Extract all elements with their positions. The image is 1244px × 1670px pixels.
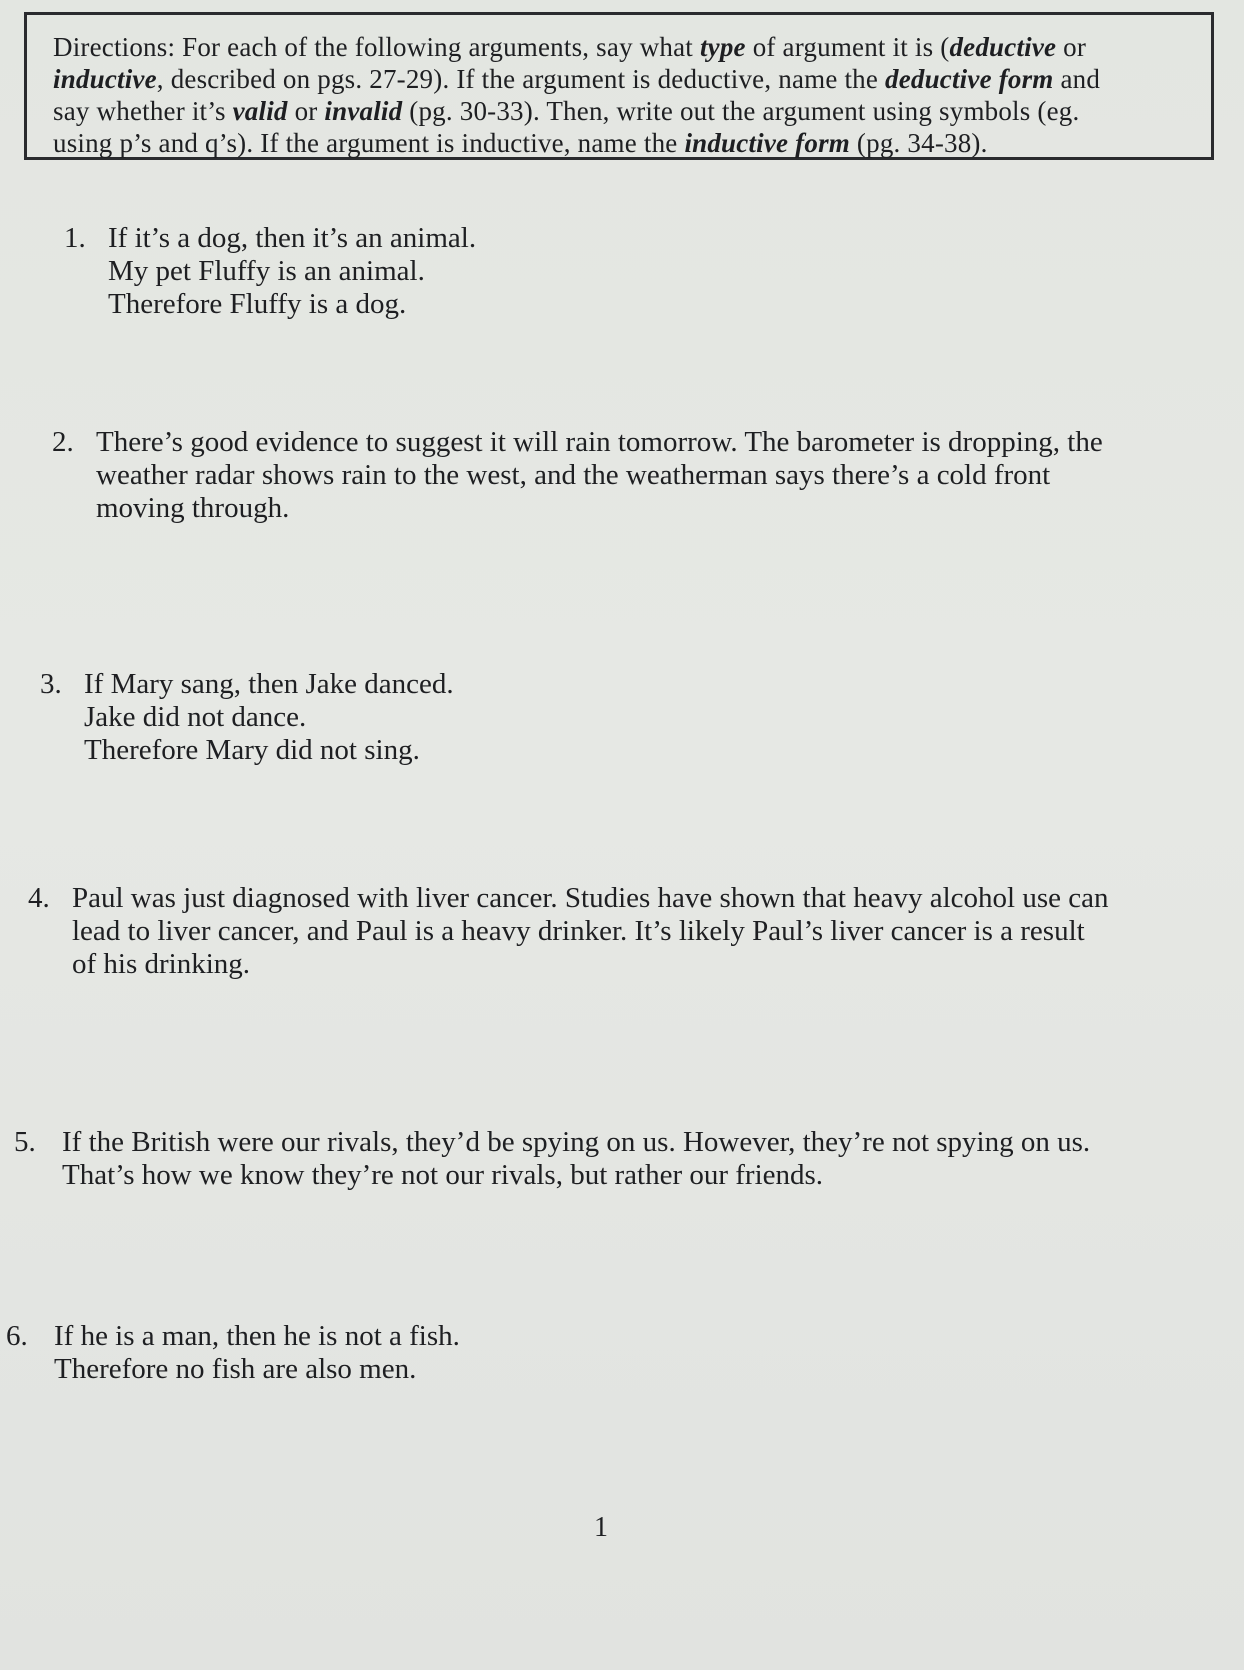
directions-text-4: say whether it’s bbox=[53, 96, 233, 126]
directions-text-6: using p’s and q’s). If the argument is inductive, name the bbox=[53, 128, 685, 158]
question-line: lead to liver cancer, and Paul is a heavy drinker. It’s likely Paul’s liver cancer is a result bbox=[72, 915, 1085, 947]
question-line: of his drinking. bbox=[72, 948, 251, 980]
directions-box bbox=[24, 12, 1214, 160]
directions-text-3: , described on pgs. 27-29). If the argument is deductive, name the bbox=[156, 64, 885, 94]
emphasis-deductive-form: deductive form bbox=[885, 64, 1054, 94]
directions-text-or: or bbox=[1056, 32, 1087, 62]
emphasis-valid: valid bbox=[232, 96, 288, 126]
question-line: My pet Fluffy is an animal. bbox=[108, 255, 425, 287]
question-3 bbox=[40, 668, 1210, 778]
question-line: If he is a man, then he is not a fish. bbox=[54, 1320, 460, 1352]
question-line: That’s how we know they’re not our rivals, but rather our friends. bbox=[62, 1159, 824, 1191]
page-number: 1 bbox=[594, 1512, 608, 1543]
directions-text-or-2: or bbox=[287, 96, 325, 126]
emphasis-inductive-form: inductive form bbox=[684, 128, 850, 158]
question-2 bbox=[52, 426, 1222, 536]
question-line: Paul was just diagnosed with liver cancer. Studies have shown that heavy alcohol use can bbox=[72, 882, 1109, 914]
question-4 bbox=[28, 882, 1238, 992]
question-5 bbox=[14, 1126, 1239, 1202]
question-number: 2. bbox=[52, 426, 74, 458]
question-number: 1. bbox=[64, 222, 86, 254]
question-line: Therefore Mary did not sing. bbox=[84, 734, 420, 766]
question-line: If the British were our rivals, they’d be spying on us. However, they’re not spying on us. bbox=[62, 1126, 1091, 1158]
directions-text-7: (pg. 34-38). bbox=[849, 128, 988, 158]
emphasis-invalid: invalid bbox=[324, 96, 403, 126]
question-number: 6. bbox=[6, 1320, 28, 1352]
directions-text: Directions: For each of the following arguments, say what bbox=[53, 32, 700, 62]
question-line: Therefore Fluffy is a dog. bbox=[108, 288, 407, 320]
emphasis-deductive: deductive bbox=[949, 32, 1057, 62]
directions-text-2: of argument it is ( bbox=[745, 32, 950, 62]
question-line: There’s good evidence to suggest it will rain tomorrow. The barometer is dropping, the bbox=[96, 426, 1103, 458]
directions-text-5: (pg. 30-33). Then, write out the argument using symbols (eg. bbox=[402, 96, 1080, 126]
question-line: If it’s a dog, then it’s an animal. bbox=[108, 222, 477, 254]
directions-text-and: and bbox=[1053, 64, 1101, 94]
emphasis-inductive: inductive bbox=[53, 64, 157, 94]
question-line: weather radar shows rain to the west, and the weatherman says there’s a cold front bbox=[96, 459, 1051, 491]
question-1 bbox=[64, 222, 1214, 332]
question-line: Therefore no fish are also men. bbox=[54, 1353, 417, 1385]
emphasis-type: type bbox=[699, 32, 746, 62]
question-line: If Mary sang, then Jake danced. bbox=[84, 668, 454, 700]
question-number: 3. bbox=[40, 668, 62, 700]
question-line: Jake did not dance. bbox=[84, 701, 307, 733]
question-6 bbox=[6, 1320, 1206, 1396]
question-number: 5. bbox=[14, 1126, 36, 1158]
question-number: 4. bbox=[28, 882, 50, 914]
question-line: moving through. bbox=[96, 492, 290, 524]
